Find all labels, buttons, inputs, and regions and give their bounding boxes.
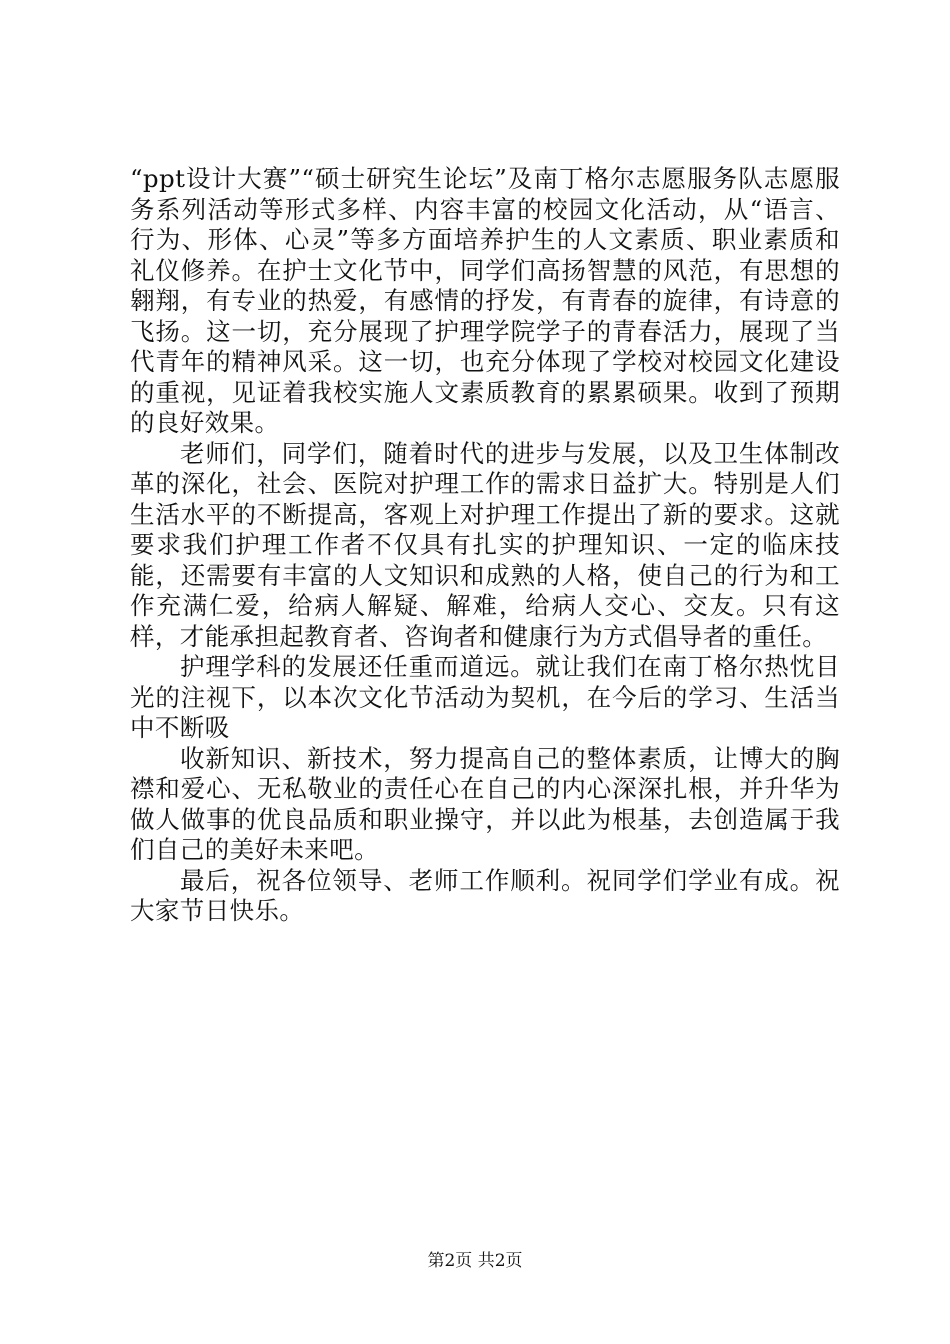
page-number-footer: 第2页 共2页: [427, 1251, 523, 1271]
paragraph-4: 收新知识、新技术，努力提高自己的整体素质，让博大的胸襟和爱心、无私敬业的责任心在自己的内心深深扎根，并升华为做人做事的优良品质和职业操守，并以此为根基，去创造属于我们自己的美好未来吧。: [130, 743, 840, 864]
document-body: [130, 164, 840, 927]
paragraph-5: 最后，祝各位领导、老师工作顺利。祝同学们学业有成。祝大家节日快乐。: [130, 865, 840, 925]
paragraph-1: “ppt设计大赛”“硕士研究生论坛”及南丁格尔志愿服务队志愿服务系列活动等形式多样、内容丰富的校园文化活动，从“语言、行为、形体、心灵”等多方面培养护生的人文素质、职业素质和礼仪修养。在护士文化节中，同学们高扬智慧的风范，有思想的翱翔，有专业的热爱，有感情的抒发，有青春的旋律，有诗意的飞扬。这一切，充分展现了护理学院学子的青春活力，展现了当代青年的精神风采。这一切，也充分体现了学校对校园文化建设的重视，见证着我校实施人文素质教育的累累硕果。收到了预期的良好效果。: [130, 164, 840, 437]
paragraph-2: 老师们，同学们，随着时代的进步与发展，以及卫生体制改革的深化，社会、医院对护理工作的需求日益扩大。特别是人们生活水平的不断提高，客观上对护理工作提出了新的要求。这就要求我们护理工作者不仅具有扎实的护理知识、一定的临床技能，还需要有丰富的人文知识和成熟的人格，使自己的行为和工作充满仁爱，给病人解疑、解难，给病人交心、交友。只有这样，才能承担起教育者、咨询者和健康行为方式倡导者的重任。: [130, 438, 840, 651]
paragraph-3: 护理学科的发展还任重而道远。就让我们在南丁格尔热忱目光的注视下，以本次文化节活动为契机，在今后的学习、生活当中不断吸: [130, 652, 840, 742]
